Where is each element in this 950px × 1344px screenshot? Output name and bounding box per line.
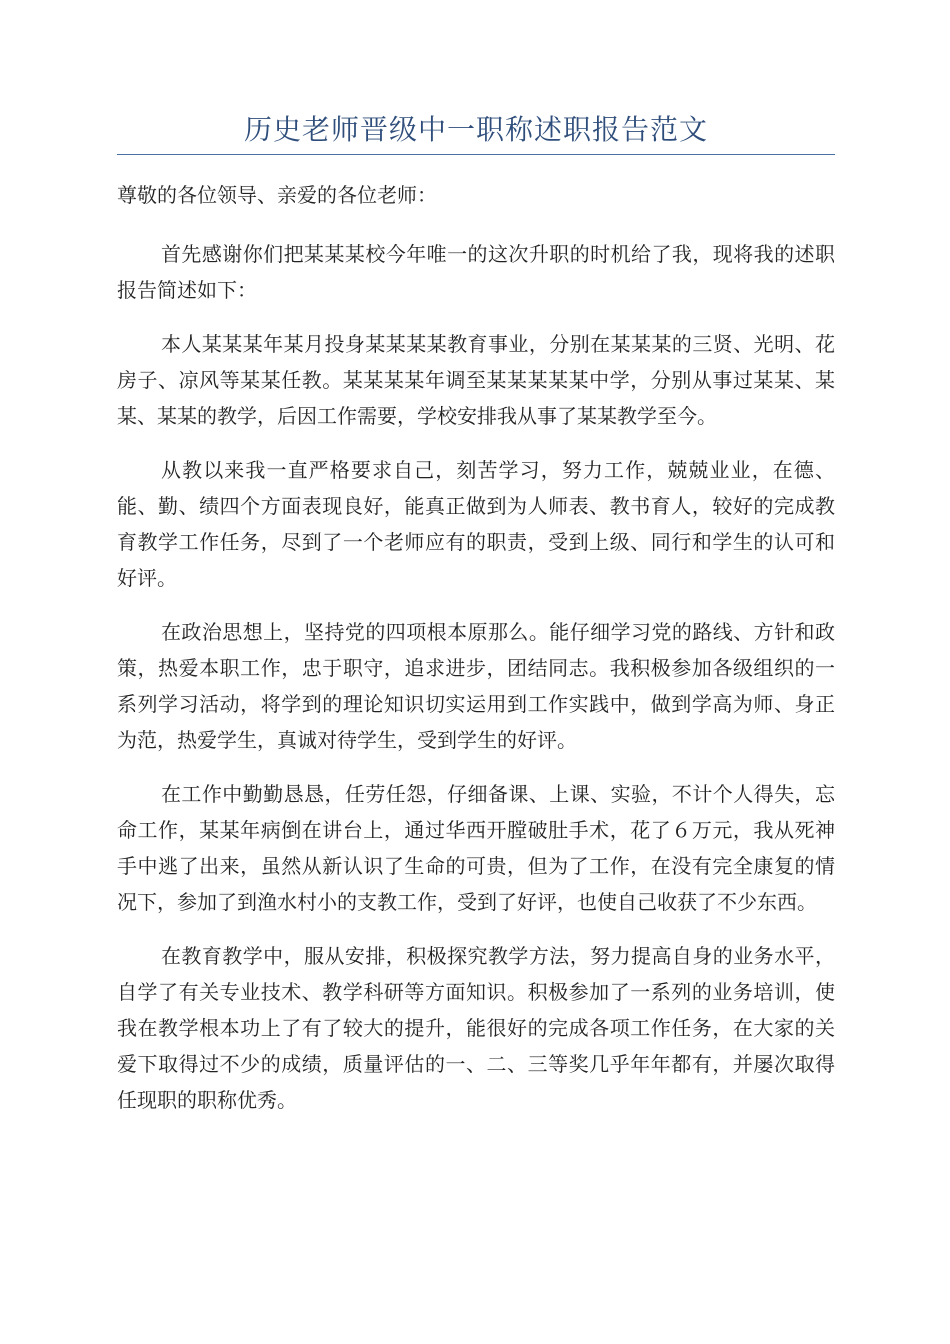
paragraph-2: 本人某某某年某月投身某某某某教育事业，分别在某某某的三贤、光明、花房子、凉风等某某任教。某某某某年调至某某某某某中学，分别从事过某某、某某、某某的教学，后因工作需要，学校安排我从事了某某教学至今。 xyxy=(117,332,835,428)
salutation: 尊敬的各位领导、亲爱的各位老师： xyxy=(117,183,437,207)
document-body xyxy=(117,176,835,1136)
paragraph-5: 在工作中勤勤恳恳，任劳任怨，仔细备课、上课、实验，不计个人得失，忘命工作，某某年病倒在讲台上，通过华西开膛破肚手术，花了６万元，我从死神手中逃了出来，虽然从新认识了生命的可贵，但为了工作，在没有完全康复的情况下，参加了到渔水村小的支教工作，受到了好评，也使自己收获了不少东西。 xyxy=(117,782,835,914)
paragraph-4: 在政治思想上，坚持党的四项根本原那么。能仔细学习党的路线、方针和政策，热爱本职工作，忠于职守，追求进步，团结同志。我积极参加各级组织的一系列学习活动，将学到的理论知识切实运用到工作实践中，做到学高为师、身正为范，热爱学生，真诚对待学生，受到学生的好评。 xyxy=(117,620,835,752)
document-title: 历史老师晋级中一职称述职报告范文 xyxy=(243,113,708,146)
paragraph-1: 首先感谢你们把某某某校今年唯一的这次升职的时机给了我，现将我的述职报告简述如下： xyxy=(117,242,835,302)
paragraph-6: 在教育教学中，服从安排，积极探究教学方法，努力提高自身的业务水平，自学了有关专业技术、教学科研等方面知识。积极参加了一系列的业务培训，使我在教学根本功上了有了较大的提升，能很好的完成各项工作任务，在大家的关爱下取得过不少的成绩，质量评估的一、二、三等奖几乎年年都有，并屡次取得任现职的职称优秀。 xyxy=(117,944,835,1112)
paragraph-3: 从教以来我一直严格要求自己，刻苦学习，努力工作，兢兢业业，在德、能、勤、绩四个方面表现良好，能真正做到为人师表、教书育人，较好的完成教育教学工作任务，尽到了一个老师应有的职责，受到上级、同行和学生的认可和好评。 xyxy=(117,458,835,590)
title-underline xyxy=(117,154,835,155)
